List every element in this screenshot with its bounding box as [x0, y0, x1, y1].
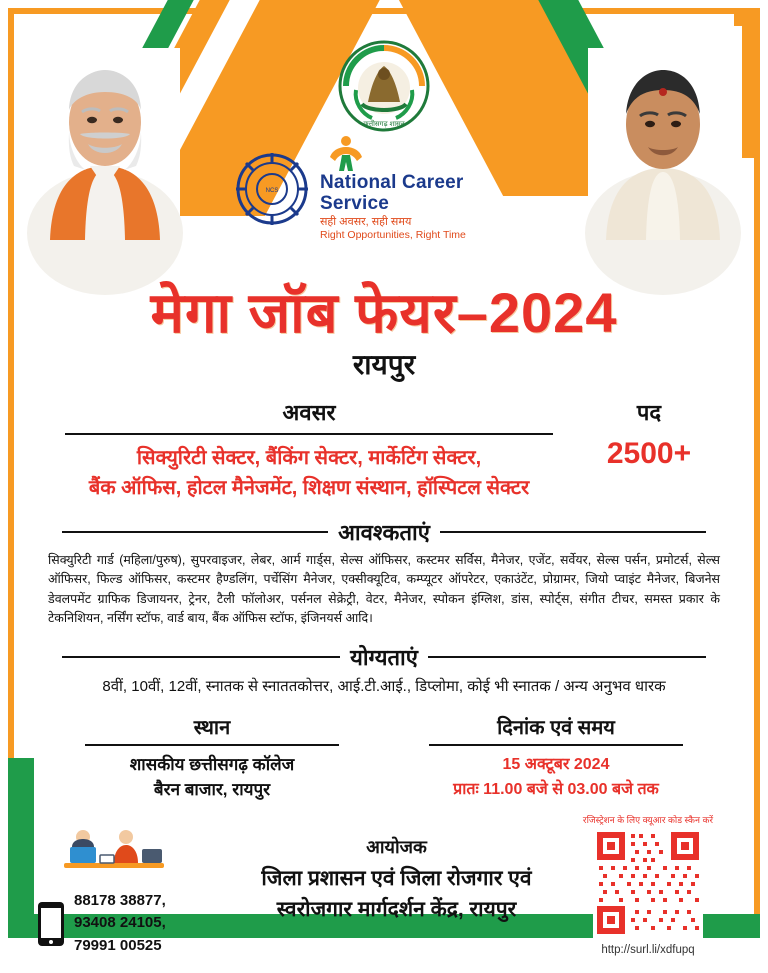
requirements-heading: आवश्कताएं [338, 519, 430, 545]
svg-text:NCS: NCS [265, 188, 279, 194]
venue-line-1: शासकीय छत्तीसगढ़ कॉलेज [129, 754, 295, 774]
datetime-block [384, 713, 728, 803]
requirements-section [26, 517, 742, 629]
requirements-heading-row [62, 517, 706, 547]
requirements-text: सिक्युरिटी गार्ड (महिला/पुरुष), सुपरवाइजर, लेबर, आर्म गार्ड्स, सेल्स ऑफिसर, कस्टमर सर्विस, मैनेजर, एजेंट, सर्वेयर, सेल्स पर्सन, प्रमोटर्स, सेल्स ऑफिसर, फिल्ड ऑफिसर, कस्टमर हैण्डलिंग, पर्चेसिंग मैनेजर, एक्सीक्यूटिव, कम्प्यूटर ऑपरेटर, एकाउंटेंट, प्रोग्रामर, जियो प्वाइंट मैनेजर, बिजनेस डेवलपमेंट ग्राफिक डिजायनर, ट्रेनर, टैली फॉलोअर, पर्सनल सेक्रेट्री, वेटर, मैनेजर, स्पोकन इंग्लिश, डांस, स्पोर्ट्स, संगीत टीचर, समस्त प्रकार के टेकनिशियन, नर्सिंग स्टॉफ, वार्ड बाय, बैंक ऑफिस स्टॉफ, इंजिनयर्स आदि। [48, 552, 720, 625]
organizer-line-1: जिला प्रशासन एवं जिला रोजगार एवं [261, 866, 532, 890]
qualification-line-right [428, 656, 706, 658]
poster-footer [26, 813, 742, 973]
portrait-left-image [30, 48, 180, 240]
qualification-heading: योग्यताएं [350, 645, 418, 671]
portrait-right-image [588, 48, 738, 240]
phone-number-2: 93408 24105, [74, 914, 166, 932]
datetime-heading: दिनांक एवं समय [497, 716, 615, 739]
opportunity-line-1: सिक्युरिटी सेक्टर, बैंकिंग सेक्टर, मार्केटिंग सेक्टर, [136, 446, 482, 469]
organizer-line-2: स्वरोजगार मार्गदर्शन केंद्र, रायपुर [276, 898, 517, 922]
qualification-section [26, 642, 742, 699]
ncs-tagline-english: Right Opportunities, Right Time [320, 229, 466, 242]
qr-code-image [593, 828, 703, 938]
qr-code[interactable] [593, 828, 703, 938]
poster-header [26, 26, 742, 278]
chhattisgarh-government-emblem [338, 40, 430, 132]
poster-title: मेगा जॉब फेयर–2024 [150, 281, 618, 344]
phone-number-3: 79991 00525 [74, 936, 162, 954]
opportunity-left [44, 397, 574, 503]
venue-datetime-row [26, 713, 742, 803]
opportunity-line-2: बैंक ऑफिस, होटल मैनेजमेंट, शिक्षण संस्थान, हॉस्पिटल सेक्टर [88, 476, 530, 499]
title-block [26, 281, 742, 383]
contact-block [36, 823, 246, 958]
ncs-gear-icon [234, 151, 310, 227]
registration-url[interactable]: http://surl.li/xdfupq [601, 943, 695, 956]
posts-label: पद [636, 399, 662, 425]
qualification-line-left [62, 656, 340, 658]
national-career-service-logo [234, 146, 534, 242]
opportunity-heading: अवसर [282, 399, 336, 425]
venue-divider [85, 744, 340, 746]
mobile-phone-icon [36, 900, 66, 948]
requirements-line-left [62, 531, 328, 533]
qualification-text: 8वीं, 10वीं, 12वीं, स्नातक से स्नाततकोत्तर, आई.टी.आई., डिप्लोमा, कोई भी स्नातक / अन्य अनुभव धारक [102, 678, 666, 696]
poster-subtitle: रायपुर [352, 348, 416, 380]
qualification-heading-row [62, 642, 706, 672]
phone-number-1: 88178 38877, [74, 891, 166, 909]
venue-line-2: बैरन बाजार, रायपुर [153, 780, 271, 800]
job-interview-illustration-icon [54, 823, 174, 879]
svg-text:छत्तीसगढ़ शासन: छत्तीसगढ़ शासन [363, 121, 405, 128]
ncs-text-block [320, 135, 534, 243]
venue-block [40, 713, 384, 803]
venue-heading: स्थान [193, 716, 231, 739]
datetime-divider [429, 744, 684, 746]
ncs-tagline-hindi: सही अवसर, सही समय [320, 215, 412, 228]
requirements-line-right [440, 531, 706, 533]
portrait-left [30, 48, 180, 240]
event-time: प्रातः 11.00 बजे से 03.00 बजे तक [453, 781, 659, 799]
organizer-block [241, 835, 552, 926]
opportunity-section [26, 397, 742, 503]
organizer-label: आयोजक [366, 836, 427, 857]
phone-block [36, 890, 246, 958]
posts-block [574, 397, 724, 471]
poster-content [26, 26, 742, 956]
posts-count: 2500+ [606, 436, 692, 470]
ncs-title: National Career Service [320, 172, 464, 215]
emblem-icon [338, 40, 430, 132]
ncs-person-icon [326, 135, 366, 173]
opportunity-row [34, 397, 734, 503]
qr-caption: रजिस्ट्रेशन के लिए क्यूआर कोड स्कैन करें [582, 814, 714, 825]
phone-numbers [74, 890, 166, 958]
opportunity-divider [65, 433, 553, 435]
portrait-right [588, 48, 738, 240]
event-date: 15 अक्टूबर 2024 [502, 755, 610, 773]
qr-block [558, 813, 738, 956]
